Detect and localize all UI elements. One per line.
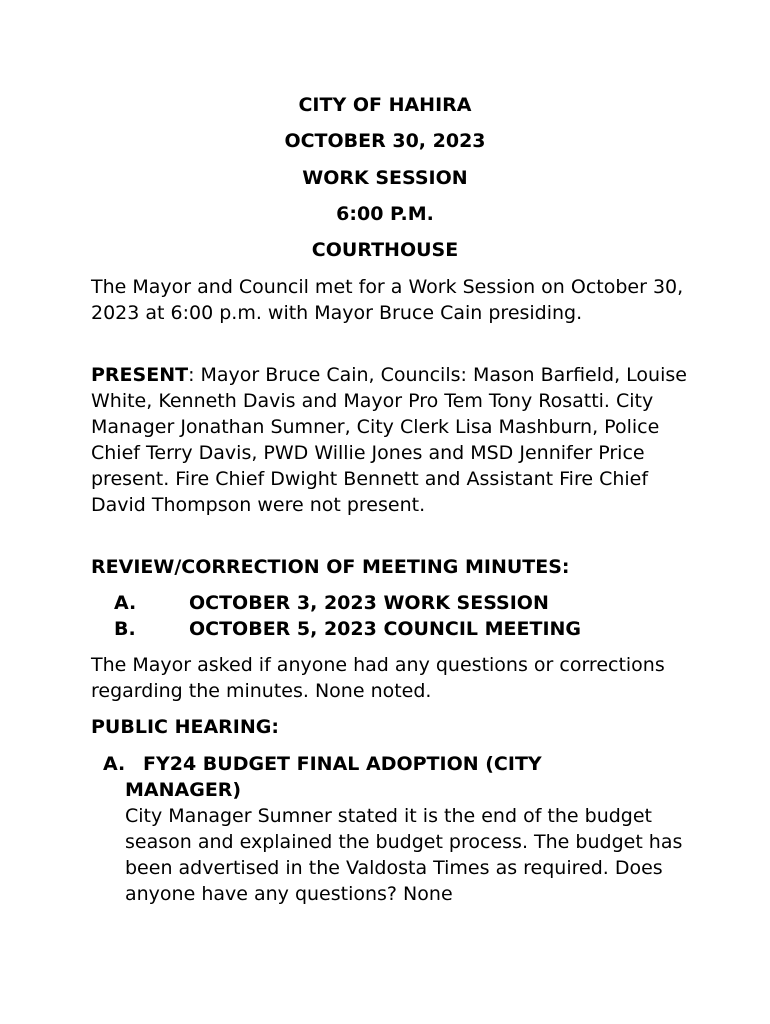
header-time: 6:00 P.M.	[336, 203, 434, 225]
present-paragraph	[91, 362, 691, 518]
minutes-item-a	[114, 591, 549, 615]
public-hearing-title-line2: MANAGER)	[125, 779, 242, 801]
header-location: COURTHOUSE	[311, 239, 459, 261]
minutes-item-text: OCTOBER 5, 2023 COUNCIL MEETING	[189, 618, 582, 640]
public-hearing-title-line1: FY24 BUDGET FINAL ADOPTION (CITY	[143, 753, 542, 775]
public-hearing-item-title	[103, 751, 703, 803]
header-city: CITY OF HAHIRA	[298, 94, 472, 116]
minutes-item-letter: B.	[114, 618, 136, 640]
minutes-item-letter: A.	[114, 592, 137, 614]
present-text: : Mayor Bruce Cain, Councils: Mason Barfield, Louise White, Kenneth Davis and Mayor Pro Tem Tony Rosatti. City Manager Jonathan Sumner, City Clerk Lisa Mashburn, Police Chief Terry Davis, PWD Willie Jones and MSD Jennifer Price present. Fire Chief Dwight Bennett and Assistant Fire Chief David Thompson were not present.	[91, 364, 687, 516]
minutes-item-b	[114, 617, 581, 641]
minutes-heading: REVIEW/CORRECTION OF MEETING MINUTES:	[91, 556, 570, 578]
header-session: WORK SESSION	[302, 167, 468, 189]
public-hearing-item-text: City Manager Sumner stated it is the end of the budget season and explained the budget process. The budget has been advertised in the Valdosta Times as required. Does anyone have any questions? None	[125, 805, 683, 905]
minutes-item-text: OCTOBER 3, 2023 WORK SESSION	[189, 592, 549, 614]
header-date: OCTOBER 30, 2023	[284, 130, 486, 152]
public-hearing-item-letter: A.	[103, 753, 126, 775]
public-hearing-heading: PUBLIC HEARING:	[91, 716, 279, 738]
intro-paragraph: The Mayor and Council met for a Work Session on October 30, 2023 at 6:00 p.m. with Mayor Bruce Cain presiding.	[91, 276, 684, 324]
present-label: PRESENT	[91, 364, 189, 386]
minutes-note: The Mayor asked if anyone had any questions or corrections regarding the minutes. None noted.	[91, 654, 665, 702]
